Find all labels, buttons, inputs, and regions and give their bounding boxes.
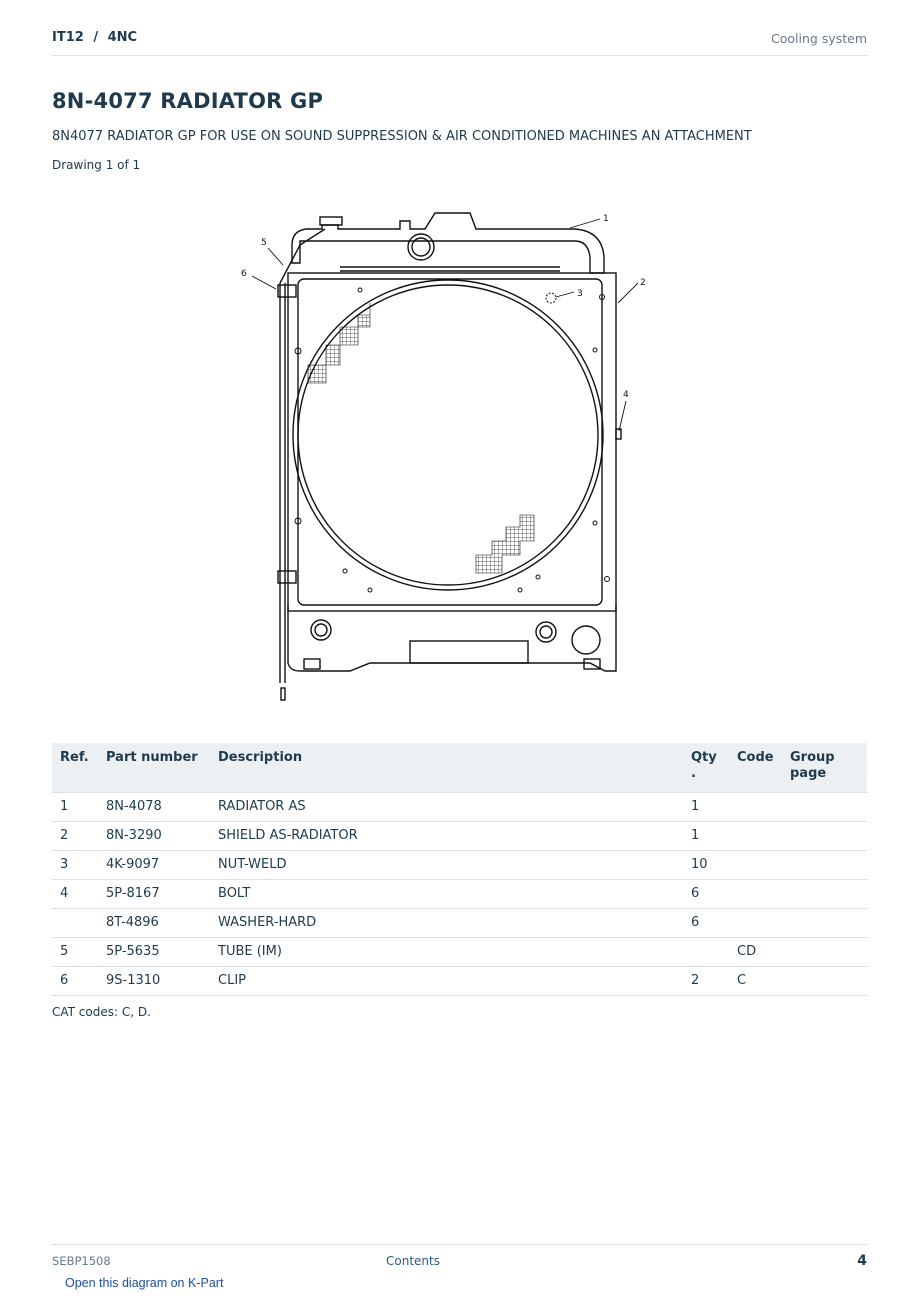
page-title: 8N-4077 RADIATOR GP	[52, 89, 324, 113]
cell-qty: 6	[683, 879, 729, 908]
callout-2: 2	[640, 278, 646, 288]
cell-description: RADIATOR AS	[210, 792, 683, 821]
kpart-link[interactable]: Open this diagram on K-Part	[65, 1276, 224, 1290]
col-ref: Ref.	[52, 743, 98, 792]
cell-qty: 2	[683, 966, 729, 995]
table-row	[52, 908, 867, 937]
cell-qty: 1	[683, 821, 729, 850]
cell-group-page	[782, 850, 867, 879]
breadcrumb-serial: 4NC	[107, 30, 138, 45]
cell-code: C	[729, 966, 782, 995]
cell-description: TUBE (IM)	[210, 937, 683, 966]
cell-group-page	[782, 821, 867, 850]
table-row	[52, 792, 867, 821]
cell-part-number: 9S-1310	[98, 966, 210, 995]
contents-link[interactable]: Contents	[386, 1254, 440, 1268]
page-subtitle: 8N4077 RADIATOR GP FOR USE ON SOUND SUPPRESSION & AIR CONDITIONED MACHINES AN ATTACHMENT	[52, 129, 752, 144]
page-footer	[52, 1244, 867, 1269]
cell-ref: 6	[52, 966, 98, 995]
cell-ref: 1	[52, 792, 98, 821]
table-row	[52, 821, 867, 850]
breadcrumb	[52, 30, 137, 45]
cell-part-number: 4K-9097	[98, 850, 210, 879]
parts-table-header	[52, 743, 867, 792]
callout-3: 3	[577, 289, 583, 299]
cell-code	[729, 850, 782, 879]
cell-part-number: 8T-4896	[98, 908, 210, 937]
cell-qty: 10	[683, 850, 729, 879]
cell-group-page	[782, 792, 867, 821]
cell-qty	[683, 937, 729, 966]
radiator-diagram	[230, 205, 660, 710]
table-row	[52, 879, 867, 908]
col-description: Description	[210, 743, 683, 792]
breadcrumb-separator: /	[93, 30, 99, 45]
section-name: Cooling system	[771, 31, 867, 46]
cell-description: CLIP	[210, 966, 683, 995]
table-row	[52, 937, 867, 966]
cell-description: WASHER-HARD	[210, 908, 683, 937]
cell-part-number: 5P-8167	[98, 879, 210, 908]
cell-code	[729, 821, 782, 850]
col-code: Code	[729, 743, 782, 792]
breadcrumb-model: IT12	[52, 30, 84, 45]
cell-ref: 5	[52, 937, 98, 966]
page-header	[52, 28, 867, 56]
col-qty: Qty .	[683, 743, 729, 792]
cell-ref: 3	[52, 850, 98, 879]
cell-qty: 1	[683, 792, 729, 821]
cell-code: CD	[729, 937, 782, 966]
cell-code	[729, 908, 782, 937]
drawing-label: Drawing 1 of 1	[52, 158, 141, 172]
cell-group-page	[782, 937, 867, 966]
cell-part-number: 5P-5635	[98, 937, 210, 966]
cell-description: NUT-WELD	[210, 850, 683, 879]
callout-1: 1	[603, 214, 609, 224]
cell-group-page	[782, 908, 867, 937]
table-row	[52, 966, 867, 995]
cell-part-number: 8N-3290	[98, 821, 210, 850]
cell-ref: 4	[52, 879, 98, 908]
cell-ref	[52, 908, 98, 937]
col-part-number: Part number	[98, 743, 210, 792]
cat-codes-note: CAT codes: C, D.	[52, 1005, 151, 1019]
callout-6: 6	[241, 269, 247, 279]
cell-qty: 6	[683, 908, 729, 937]
radiator-drawing	[230, 205, 660, 710]
cell-code	[729, 792, 782, 821]
cell-description: SHIELD AS-RADIATOR	[210, 821, 683, 850]
cell-group-page	[782, 879, 867, 908]
cell-ref: 2	[52, 821, 98, 850]
document-id: SEBP1508	[52, 1254, 111, 1268]
col-group-page: Group page	[782, 743, 867, 792]
cell-code	[729, 879, 782, 908]
cell-part-number: 8N-4078	[98, 792, 210, 821]
cell-description: BOLT	[210, 879, 683, 908]
callout-5: 5	[261, 238, 267, 248]
table-row	[52, 850, 867, 879]
callout-4: 4	[623, 390, 629, 400]
page-number: 4	[857, 1253, 867, 1269]
parts-table	[52, 743, 867, 996]
cell-group-page	[782, 966, 867, 995]
